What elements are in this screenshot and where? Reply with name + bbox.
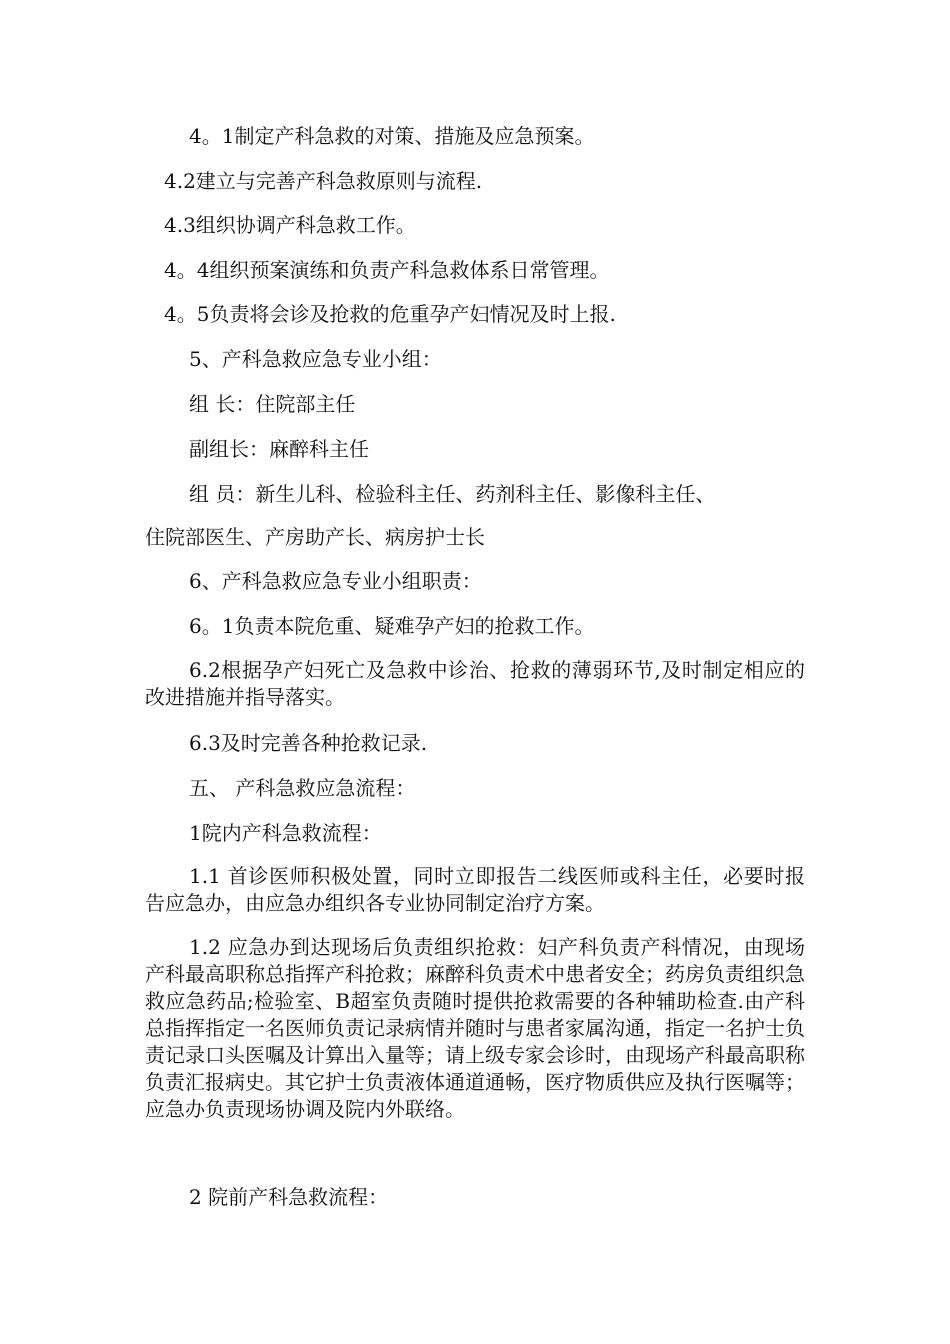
section-6-heading: 6、产科急救应急专业小组职责： (189, 569, 482, 593)
team-leader-line: 组 长：住院部主任 (189, 392, 356, 416)
paragraph-6-2: 6.2根据孕产妇死亡及急救中诊治、抢救的薄弱环节,及时制定相应的改进措施并指导落实。 (145, 658, 805, 709)
section-5-heading: 5、产科急救应急专业小组： (189, 347, 442, 371)
in-hospital-process-heading: 1院内产科急救流程： (189, 821, 382, 845)
team-members-line-1: 组 员：新生儿科、检验科主任、药剂科主任、影像科主任、 (189, 482, 716, 506)
pre-hospital-process-heading: 2 院前产科急救流程： (189, 1185, 389, 1209)
paragraph-6-1: 6。1负责本院危重、疑难孕产妇的抢救工作。 (189, 614, 595, 638)
paragraph-4-3: 4.3组织协调产科急救工作。 (164, 213, 416, 237)
paragraph-1-2: 1.2 应急办到达现场后负责组织抢救：妇产科负责产科情况，由现场产科最高职称总指挥产科抢救；麻醉科负责术中患者安全；药房负责组织急救应急药品;检验室、B超室负责随时提供抢救需要的各种辅助检查.由产科总指挥指定一名医师负责记录病情并随时与患者家属沟通，指定一名护士负责记录口头医嘱及计算出入量等；请上级专家会诊时，由现场产科最高职称负责汇报病史。其它护士负责液体通道通畅，医疗物质供应及执行医嘱等；应急办负责现场协调及院内外联络。 (145, 935, 805, 1121)
team-members-line-2: 住院部医生、产房助产长、病房护士长 (145, 525, 485, 549)
deputy-leader-line: 副组长：麻醉科主任 (189, 437, 369, 461)
paragraph-4-4: 4。4组织预案演练和负责产科急救体系日常管理。 (164, 258, 610, 282)
paragraph-6-3: 6.3及时完善各种抢救记录. (189, 731, 428, 755)
paragraph-1-1: 1.1 首诊医师积极处置，同时立即报告二线医师或科主任，必要时报告应急办，由应急办组织各专业协同制定治疗方案。 (145, 864, 805, 915)
paragraph-4-1: 4。1制定产科急救的对策、措施及应急预案。 (189, 124, 595, 148)
paragraph-4-5: 4。5负责将会诊及抢救的危重孕产妇情况及时上报. (164, 302, 616, 326)
paragraph-4-2: 4.2建立与完善产科急救原则与流程. (164, 169, 483, 193)
section-five-heading: 五、 产科急救应急流程： (189, 776, 416, 800)
